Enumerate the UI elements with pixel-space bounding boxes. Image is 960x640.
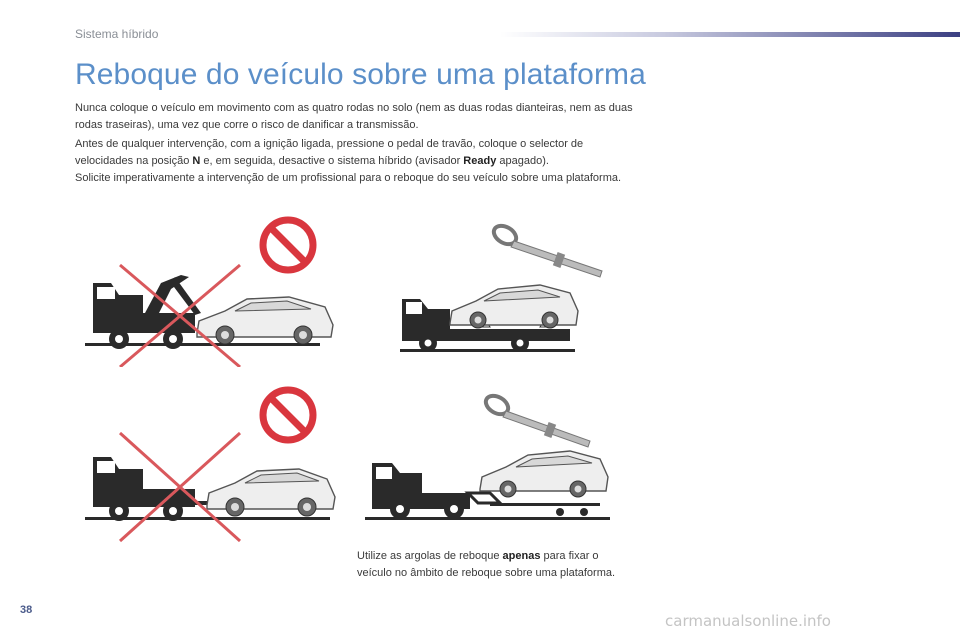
illustration-allowed-flatbed [380,215,620,355]
header-gradient-bar [500,32,960,37]
gear-position-n: N [192,155,201,167]
illustration-prohibited-tow-truck-lift [75,205,340,367]
towed-car [480,451,608,497]
towing-eye-icon [491,222,602,277]
warning-paragraph: Nunca coloque o veículo em movimento com as quatro rodas no solo (nem as duas rodas dianteiras, nem as duas rodas traseiras), uma vez que corre o risco de danificar a transmissão. [75,102,633,131]
page-title: Reboque do veículo sobre uma plataforma [75,58,646,91]
section-label: Sistema híbrido [75,27,159,41]
emphasis-apenas: apenas [502,550,541,562]
prohibited-sign-icon [263,390,313,440]
prohibited-sign-icon [263,220,313,270]
illustration-allowed-dolly [360,385,615,525]
towing-eye-caption: Utilize as argolas de reboque apenas para fixar o veículo no âmbito de reboque sobre uma plataforma. [357,550,616,579]
instruction-paragraph: Antes de qualquer intervenção, com a ignição ligada, pressione o pedal de travão, coloque o selector de velocidades na posição N e, em seguida, desactive o sistema híbrido (avisador Ready apagado). Solicite imperativamente a intervenção de um profissional para o reboque do seu veículo sobre uma plataforma. [75,138,622,184]
towed-car [207,469,335,516]
towed-car [197,297,333,344]
watermark: carmanualsonline.info [665,612,831,630]
page-number: 38 [20,604,33,616]
towing-eye-icon [483,392,590,447]
illustration-prohibited-tow-bar [75,383,340,543]
car-on-platform [450,285,578,328]
ready-indicator: Ready [463,155,497,167]
